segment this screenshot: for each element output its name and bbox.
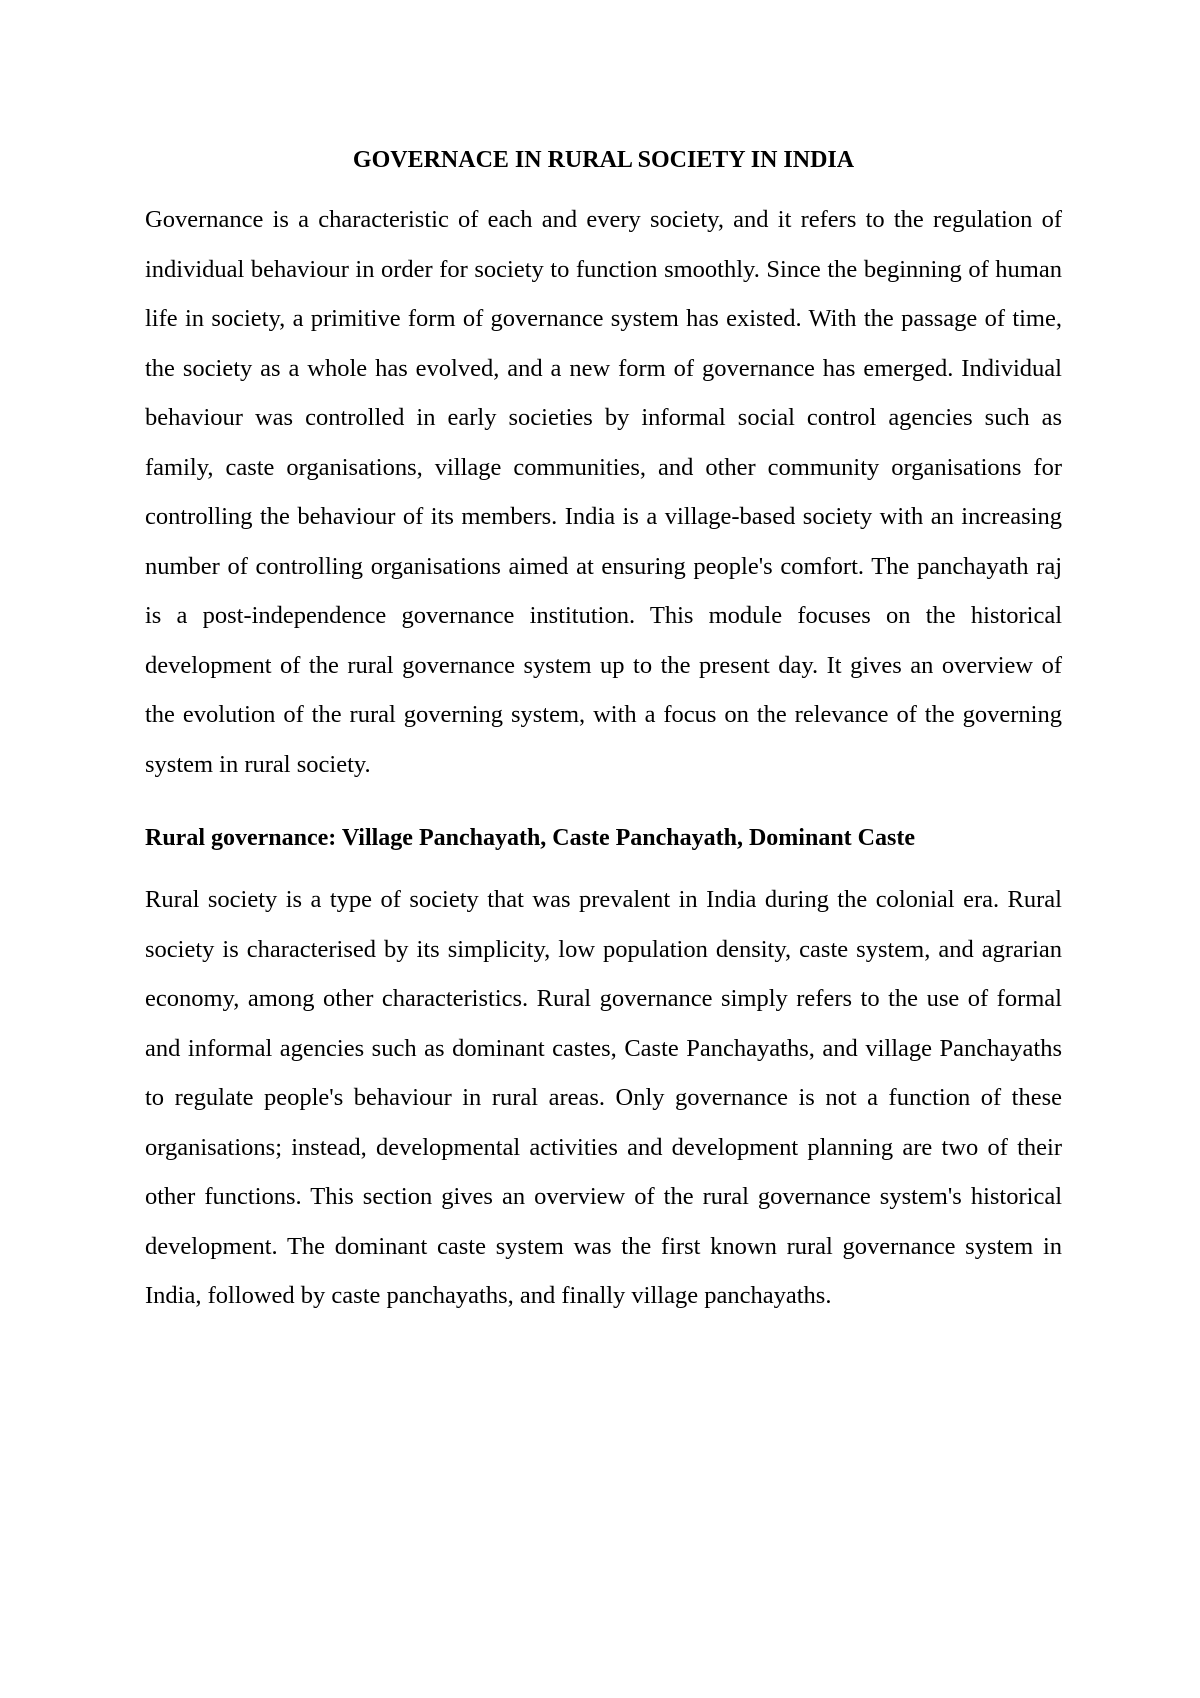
document-page bbox=[145, 145, 1062, 1321]
section-paragraph: Rural society is a type of society that was prevalent in India during the colonial era. Rural society is characterised by its simplicity, low population density, caste system, and agrarian economy, among other characteristics. Rural governance simply refers to the use of formal and informal agencies such as dominant castes, Caste Panchayaths, and village Panchayaths to regulate people's behaviour in rural areas. Only governance is not a function of these organisations; instead, developmental activities and development planning are two of their other functions. This section gives an overview of the rural governance system's historical development. The dominant caste system was the first known rural governance system in India, followed by caste panchayaths, and finally village panchayaths. bbox=[145, 886, 1062, 1309]
section-heading: Rural governance: Village Panchayath, Caste Panchayath, Dominant Caste bbox=[145, 825, 915, 851]
document-title: GOVERNACE IN RURAL SOCIETY IN INDIA bbox=[352, 147, 855, 173]
intro-paragraph: Governance is a characteristic of each and every society, and it refers to the regulation of individual behaviour in order for society to function smoothly. Since the beginning of human life in society, a primitive form of governance system has existed. With the passage of time, the society as a whole has evolved, and a new form of governance has emerged. Individual behaviour was controlled in early societies by informal social control agencies such as family, caste organisations, village communities, and other community organisations for controlling the behaviour of its members. India is a village-based society with an increasing number of controlling organisations aimed at ensuring people's comfort. The panchayath raj is a post-independence governance institution. This module focuses on the historical development of the rural governance system up to the present day. It gives an overview of the evolution of the rural governing system, with a focus on the relevance of the governing system in rural society. bbox=[145, 206, 1062, 778]
